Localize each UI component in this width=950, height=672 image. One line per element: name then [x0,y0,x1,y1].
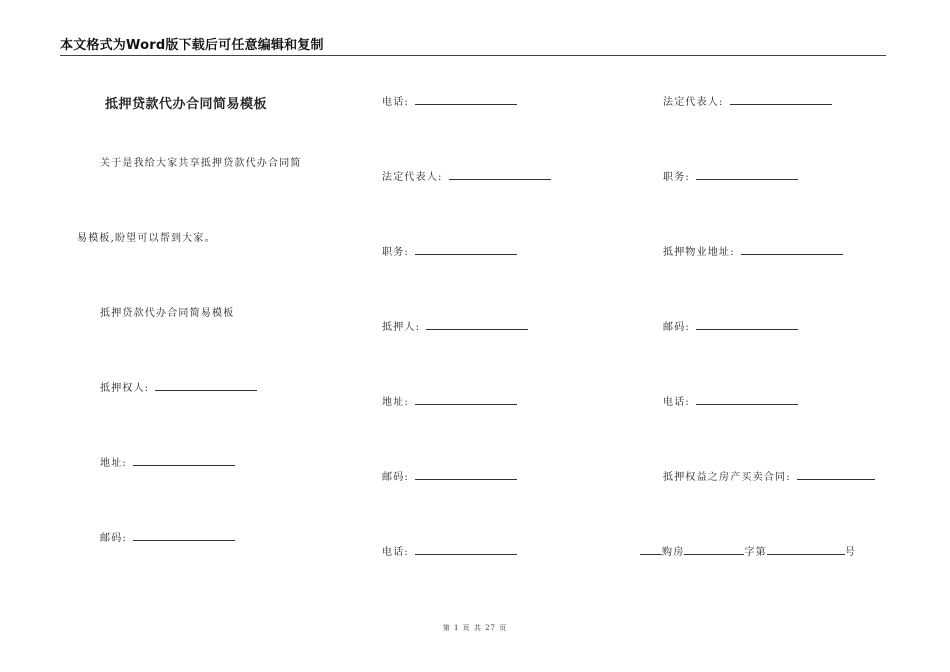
contract-blank[interactable] [797,470,875,480]
phone-field-3 [663,393,798,408]
mortgagee-label: 抵押权人: [100,383,150,394]
mortgagor-label: 抵押人: [382,322,421,333]
address-label-1: 地址: [100,458,127,469]
position-label-2: 职务: [382,247,409,258]
purchase-prefix-blank[interactable] [640,545,662,555]
char-text: 字第 [744,547,767,558]
legal-rep-label-2: 法定代表人: [382,172,443,183]
legal-rep-blank-3[interactable] [730,95,832,105]
phone-blank-3[interactable] [696,395,798,405]
legal-rep-field-3 [663,93,832,108]
legal-rep-label-3: 法定代表人: [663,97,724,108]
document-title: 抵押贷款代办合同简易模板 [105,97,268,112]
legal-rep-field-2 [382,168,551,183]
property-address-label: 抵押物业地址: [663,247,735,258]
purchase-number-blank[interactable] [767,545,845,555]
postcode-field-2 [382,468,517,483]
postcode-label-2: 邮码: [382,472,409,483]
postcode-field-1 [100,529,235,544]
purchase-text: 购房 [662,547,685,558]
phone-field-2a [382,93,517,108]
mortgagee-field [100,379,257,394]
mortgagor-field [382,318,528,333]
address-blank-2[interactable] [415,395,517,405]
legal-rep-blank-2[interactable] [449,170,551,180]
position-blank-2[interactable] [415,245,517,255]
page-footer: 第 1 页 共 27 页 [442,624,508,632]
intro-line-2: 易模板,盼望可以帮到大家。 [77,233,216,244]
mortgagee-blank[interactable] [155,381,257,391]
property-address-field [663,243,843,258]
postcode-blank-3[interactable] [696,320,798,330]
phone-label-2b: 电话: [382,547,409,558]
position-field-3 [663,168,798,183]
postcode-label-1: 邮码: [100,533,127,544]
postcode-field-3 [663,318,798,333]
number-text: 号 [844,547,857,558]
phone-blank-2b[interactable] [415,545,517,555]
intro-line-1: 关于是我给大家共享抵押贷款代办合同简 [100,158,302,169]
address-label-2: 地址: [382,397,409,408]
address-field-1 [100,454,235,469]
page-header [60,34,886,56]
position-label-3: 职务: [663,172,690,183]
postcode-blank-1[interactable] [133,531,235,541]
purchase-number-field [640,543,856,558]
header-title: 本文格式为Word版下载后可任意编辑和复制 [60,38,324,53]
contract-field [663,468,875,483]
contract-label: 抵押权益之房产买卖合同: [663,472,791,483]
phone-field-2b [382,543,517,558]
subheading: 抵押贷款代办合同简易模板 [100,308,235,319]
position-field-2 [382,243,517,258]
phone-label-2a: 电话: [382,97,409,108]
position-blank-3[interactable] [696,170,798,180]
postcode-blank-2[interactable] [415,470,517,480]
address-field-2 [382,393,517,408]
mortgagor-blank[interactable] [426,320,528,330]
purchase-year-blank[interactable] [684,545,744,555]
property-address-blank[interactable] [741,245,843,255]
postcode-label-3: 邮码: [663,322,690,333]
phone-label-3: 电话: [663,397,690,408]
address-blank-1[interactable] [133,456,235,466]
phone-blank-2a[interactable] [415,95,517,105]
